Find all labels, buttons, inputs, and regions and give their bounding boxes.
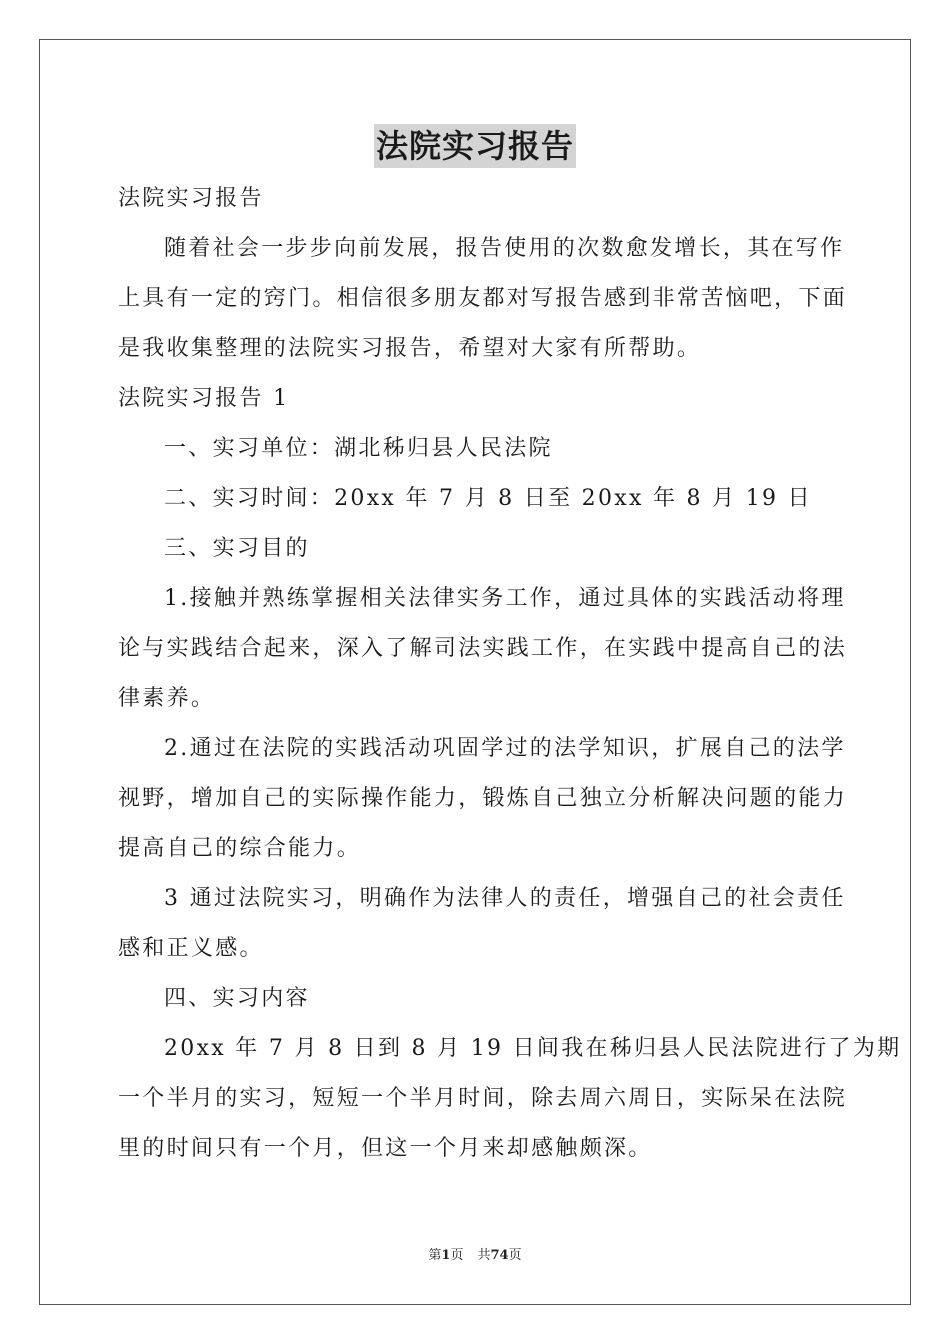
text-line: 上具有一定的窍门。相信很多朋友都对写报告感到非常苦恼吧，下面 bbox=[118, 286, 848, 311]
text-line: 里的时间只有一个月，但这一个月来却感触颇深。 bbox=[118, 1136, 653, 1161]
text-line: 法院实习报告 1 bbox=[118, 386, 290, 411]
text-line: 一个半月的实习，短短一个半月时间，除去周六周日，实际呆在法院 bbox=[118, 1086, 848, 1111]
footer-page-prefix: 第 bbox=[428, 1248, 442, 1263]
page-footer bbox=[0, 1246, 950, 1266]
text-line: 2.通过在法院的实践活动巩固学过的法学知识，扩展自己的法学 bbox=[164, 736, 846, 761]
footer-total-pages: 74 bbox=[490, 1248, 509, 1263]
text-line: 法院实习报告 bbox=[118, 186, 264, 211]
text-line: 随着社会一步步向前发展，报告使用的次数愈发增长，其在写作 bbox=[164, 236, 845, 261]
text-line: 论与实践结合起来，深入了解司法实践工作，在实践中提高自己的法 bbox=[118, 636, 848, 661]
text-line: 1.接触并熟练掌握相关法律实务工作，通过具体的实践活动将理 bbox=[164, 586, 846, 611]
footer-total-prefix: 共 bbox=[477, 1248, 491, 1263]
title-container bbox=[0, 124, 950, 168]
text-line: 三、实习目的 bbox=[164, 536, 310, 561]
text-line: 是我收集整理的法院实习报告，希望对大家有所帮助。 bbox=[118, 336, 702, 361]
text-line: 20xx 年 7 月 8 日到 8 月 19 日间我在秭归县人民法院进行了为期 bbox=[164, 1036, 902, 1061]
text-line: 3 通过法院实习，明确作为法律人的责任，增强自己的社会责任 bbox=[164, 886, 846, 911]
text-line: 四、实习内容 bbox=[164, 986, 310, 1011]
document-body bbox=[118, 174, 902, 1174]
document-title: 法院实习报告 bbox=[374, 124, 576, 168]
footer-total-suffix: 页 bbox=[508, 1248, 522, 1263]
text-line: 提高自己的综合能力。 bbox=[118, 836, 362, 861]
text-line: 感和正义感。 bbox=[118, 936, 264, 961]
text-line: 视野，增加自己的实际操作能力，锻炼自己独立分析解决问题的能力 bbox=[118, 786, 848, 811]
footer-page-suffix: 页 bbox=[450, 1248, 464, 1263]
text-line: 律素养。 bbox=[118, 686, 216, 711]
text-line: 二、实习时间：20xx 年 7 月 8 日至 20xx 年 8 月 19 日 bbox=[164, 486, 812, 511]
footer-page-number: 1 bbox=[441, 1248, 451, 1263]
text-line: 一、实习单位：湖北秭归县人民法院 bbox=[164, 436, 553, 461]
